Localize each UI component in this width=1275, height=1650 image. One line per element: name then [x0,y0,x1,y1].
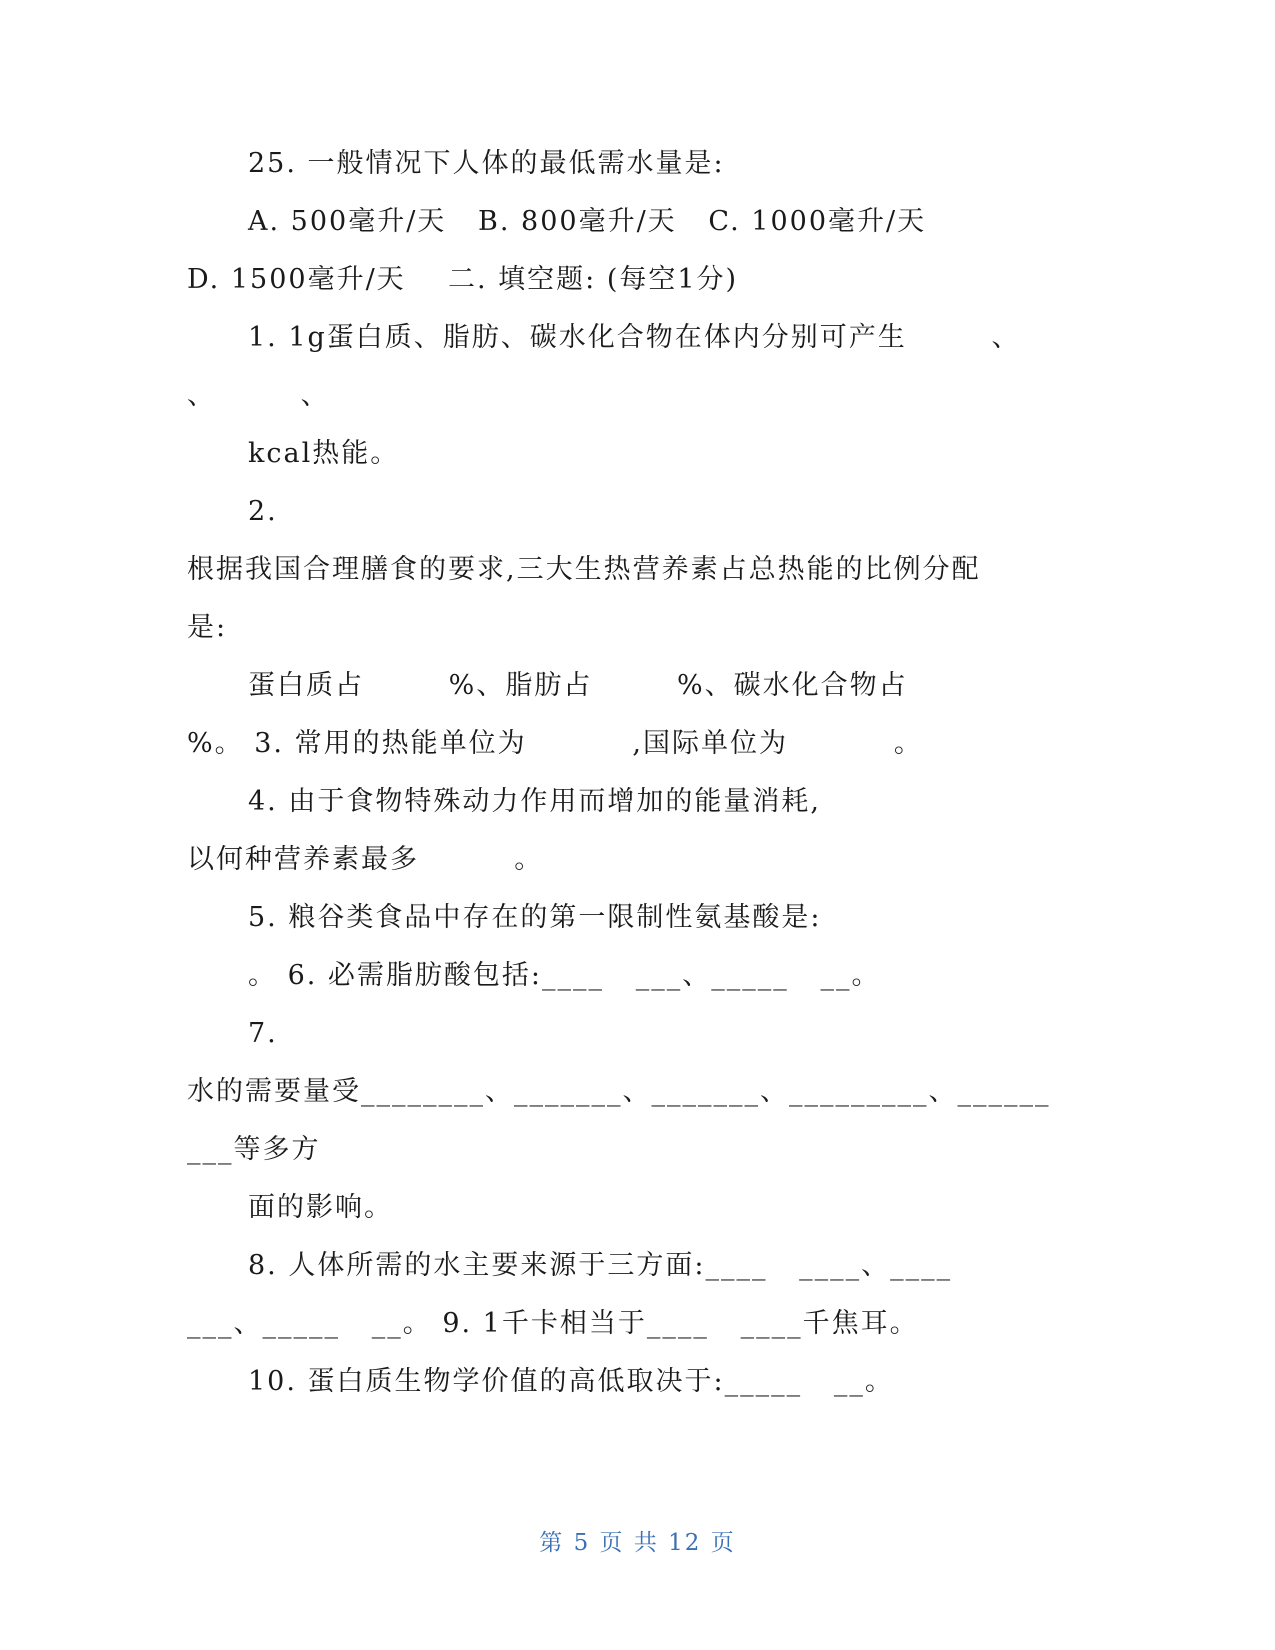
question-25-option-d-and-section-heading: D. 1500毫升/天 二. 填空题: (每空1分) [187,264,739,295]
fill-blank-8-9: ___、_____ __。 9. 1千卡相当于____ ____千焦耳。 [187,1308,919,1339]
fill-blank-1-stem: 1. 1g蛋白质、脂肪、碳水化合物在体内分别可产生 、 [248,322,1021,353]
fill-blank-1-cont: 、 、 [187,380,330,411]
fill-blank-1-end: kcal热能。 [248,438,400,469]
fill-blank-2-number: 2. [248,496,278,527]
fill-blank-4-stem: 4. 由于食物特殊动力作用而增加的能量消耗, [248,786,821,817]
fill-blank-4-cont: 以何种营养素最多 。 [187,844,544,875]
question-25-stem: 25. 一般情况下人体的最低需水量是: [248,148,725,179]
fill-blank-2-ratios: 蛋白质占 %、脂肪占 %、碳水化合物占 [248,670,908,701]
fill-blank-7-stem: 水的需要量受________、_______、_______、_________、______ [187,1076,1051,1107]
fill-blank-3: %。 3. 常用的热能单位为 ,国际单位为 。 [187,728,923,759]
fill-blank-2-stem-cont: 是: [187,612,228,643]
fill-blank-7-end: 面的影响。 [248,1192,393,1223]
fill-blank-6: 。 6. 必需脂肪酸包括:____ ___、_____ __。 [248,960,881,991]
question-25-options-abc: A. 500毫升/天 B. 800毫升/天 C. 1000毫升/天 [248,206,927,237]
fill-blank-2-stem: 根据我国合理膳食的要求,三大生热营养素占总热能的比例分配 [187,554,981,585]
fill-blank-8-stem: 8. 人体所需的水主要来源于三方面:____ ____、____ [248,1250,953,1281]
fill-blank-5-stem: 5. 粮谷类食品中存在的第一限制性氨基酸是: [248,902,822,933]
fill-blank-7-number: 7. [248,1018,278,1049]
fill-blank-10: 10. 蛋白质生物学价值的高低取决于:_____ __。 [248,1366,894,1397]
page-number-footer: 第 5 页 共 12 页 [539,1530,736,1556]
fill-blank-7-cont: ___等多方 [187,1134,321,1165]
